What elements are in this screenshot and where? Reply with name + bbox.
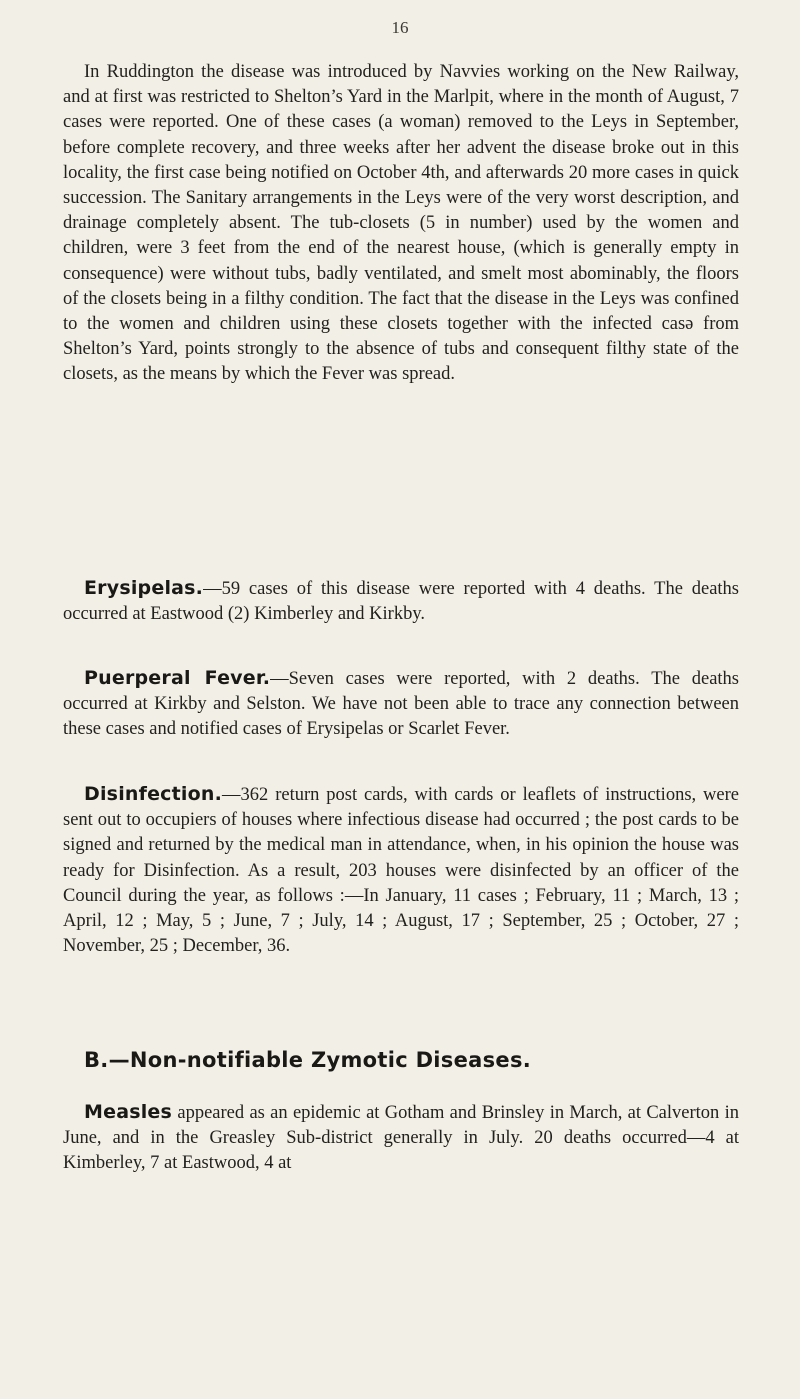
paragraph-erysipelas bbox=[63, 576, 739, 627]
page-number: 16 bbox=[391, 18, 409, 37]
erysipelas-text: —59 cases of this disease were reported with 4 deaths. The deaths occurred at Eastwood (2) Kimberley and Kirkby. bbox=[63, 579, 739, 625]
puerperal-fever-heading: Puerperal Fever. bbox=[84, 667, 271, 689]
paragraph-ruddington-text: In Ruddington the disease was introduced by Navvies working on the New Railway, and at first was restricted to Shelton’s Yard in the Marlpit, where in the month of August, 7 cases were reported. One of these cases (a woman) removed to the Leys in September, before complete recovery, and three weeks after her advent the disease broke out in this locality, the first case being notified on October 4th, and afterwards 20 more cases in quick succession. The Sanitary arrangements in the Leys were of the very worst description, and drainage completely absent. The tub-closets (5 in number) used by the women and children, were 3 feet from the end of the nearest house, (which is generally empty in consequence) were without tubs, badly ventilated, and smelt most abominably, the floors of the closets being in a filthy condition. The fact that the disease in the Leys was confined to the women and children using these closets together with the infected casə from Shelton’s Yard, points strongly to the absence of tubs and consequent filthy state of the closets, as the means by which the Fever was spread. bbox=[63, 62, 739, 385]
paragraph-puerperal-fever bbox=[63, 666, 739, 743]
erysipelas-heading: Erysipelas. bbox=[84, 577, 204, 599]
paragraph-ruddington bbox=[63, 60, 739, 388]
section-b-heading: B.—Non-notifiable Zymotic Diseases. bbox=[84, 1048, 532, 1072]
paragraph-measles bbox=[63, 1100, 739, 1177]
disinfection-heading: Disinfection. bbox=[84, 783, 223, 805]
disinfection-text: —362 return post cards, with cards or leaflets of instructions, were sent out to occupiers of houses where infectious disease had occurred ; the post cards to be signed and returned by the medical man in attendance, when, in his opinion the house was ready for Disinfection. As a result, 203 houses were disinfected by an officer of the Council during the year, as follows :—In January, 11 cases ; February, 11 ; March, 13 ; April, 12 ; May, 5 ; June, 7 ; July, 14 ; August, 17 ; September, 25 ; October, 27 ; November, 25 ; December, 36. bbox=[63, 785, 739, 957]
measles-heading: Measles bbox=[84, 1101, 173, 1123]
paragraph-disinfection bbox=[63, 782, 739, 959]
puerperal-fever-text: —Seven cases were reported, with 2 deaths. The deaths occurred at Kirkby and Selston. We have not been able to trace any connection between these cases and notified cases of Erysipelas or Scarlet Fever. bbox=[63, 669, 739, 740]
measles-text: appeared as an epidemic at Gotham and Brinsley in March, at Calverton in June, and in the Greasley Sub-district generally in July. 20 deaths occurred—4 at Kimberley, 7 at Eastwood, 4 at bbox=[63, 1103, 739, 1174]
